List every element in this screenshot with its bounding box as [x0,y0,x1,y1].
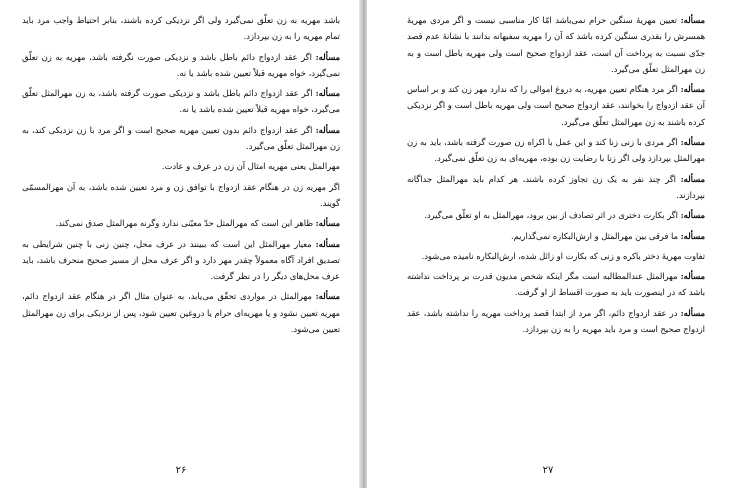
paragraph [22,158,340,174]
issue-label: مسأله: [680,84,706,95]
issue-label: مسأله: [315,238,340,249]
paragraph-text: اگر بکارت دختری در اثر تصادف از بین برود، مهرالمثل به او تعلّق می‌گیرد. [424,210,678,221]
paragraph [407,228,705,244]
paragraph [407,305,705,338]
paragraph [22,49,340,82]
paragraph [407,134,705,167]
paragraph [22,288,340,337]
paragraph-text: اگر عقد ازدواج دائم بدون تعیین مهریه صحیح است و اگر مرد با زن نزدیکی کند، به زن مهرالمثل تعلّق می‌گیرد. [22,124,340,152]
left-page [0,0,362,488]
paragraph-text: مهرالمثل در مواردی تحقّق می‌یابد، به عنوان مثال اگر در هنگام عقد ازدواج دائم، مهریه تعیین نشود و یا مهریه‌ای حرام یا دروغین تعیین شود، پس از نزدیکی برای زن مهرالمثل تعیین می‌شود. [22,291,340,335]
paragraph [22,85,340,118]
right-page [367,0,729,488]
paragraph-text: اگر مهریه زن در هنگام عقد ازدواج با توافق زن و مرد تعیین شده باشد، به آن مهرالمسمّی گویند. [22,181,340,208]
left-page-text [22,12,340,341]
issue-label: مسأله: [680,271,705,282]
paragraph-text: ما فرقی بین مهرالمثل و ارش‌البکاره نمی‌گذاریم. [510,230,678,241]
paragraph [407,171,705,204]
paragraph-text: تفاوت مهریهٔ دختر باکره و زنی که بکارت او زائل شده، ارش‌البکاره نامیده می‌شود. [421,250,705,261]
issue-label: مسأله: [315,51,341,62]
issue-label: مسأله: [315,291,341,302]
issue-label: مسأله: [680,137,706,148]
paragraph-text: اگر چند نفر به یک زن تجاوز کرده باشند، هر کدام باید مهرالمثل جداگانه بپردازند. [407,173,705,200]
paragraph-text: تعیین مهریهٔ سنگین حرام نمی‌باشد امّا کار مناسبی نیست و اگر مردی مهریهٔ همسرش را بقدری سنگین کرده باشد که آن را مهریه سفیهانه بدانند با نشانهٔ عدم قصد جدّی نسبت به پرداخت آن است، عقد ازدواج صحیح است ولی مهریه باطل است و به زن مهرالمثل تعلّق می‌گیرد. [407,15,705,74]
paragraph [407,248,705,264]
paragraph-text: معیار مهرالمثل این است که ببینند در عرف محل، چنین زنی با چنین شرایطی به تصدیق افراد آگاه معمولاً چقدر مهر دارد و اگر عرف محل از مسیر صحیح منحرف باشد، باید عرف محل‌های دیگر را در نظر گرفت. [22,238,340,282]
issue-label: مسأله: [315,124,340,135]
issue-label: مسأله: [315,218,340,229]
paragraph [407,81,705,130]
paragraph [22,122,340,155]
paragraph-text: اگر عقد ازدواج دائم باطل باشد و نزدیکی صورت گرفته باشد، به زن مهرالمثل تعلّق می‌گیرد، خواه مهریه قبلاً تعیین شده باشد یا نه. [22,88,340,115]
paragraph [22,12,340,45]
paragraph [407,207,705,223]
paragraph-text: مهرالمثل یعنی مهریه امثال آن زن در عرف و عادت. [161,161,340,172]
issue-label: مسأله: [680,210,705,221]
paragraph-text: اگر مردی با زنی زنا کند و این عمل با اکراه زن صورت گرفته باشد، باید به زن مهرالمثل بپردازد ولی اگر زنا با رضایت زن بوده، مهریه‌ای به زن تعلّق نمی‌گیرد. [407,137,705,164]
page-number: ۲۶ [175,465,187,476]
issue-label: مسأله: [315,88,341,99]
issue-label: مسأله: [680,307,705,318]
paragraph [407,268,705,301]
paragraph [22,236,340,285]
paragraph [22,215,340,231]
paragraph-text: اگر عقد ازدواج دائم باطل باشد و نزدیکی صورت نگرفته باشد، مهریه به زن تعلّق نمی‌گیرد، خواه مهریه قبلاً تعیین شده باشد یا نه. [22,51,340,78]
issue-label: مسأله: [680,15,706,25]
paragraph-text: اگر مرد هنگام تعیین مهریه، به دروغ اموالی را که ندارد مهر زن کند و بر اساس آن عقد ازدواج را بخوانند، عقد ازدواج صحیح است ولی مهریه باطل است و اگر نزدیکی کرده باشند به زن مهرالمثل تعلّق می‌گیرد. [407,84,705,127]
paragraph [22,179,340,212]
issue-label: مسأله: [680,230,705,241]
paragraph-text: در عقد ازدواج دائم، اگر مرد از ابتدا قصد پرداخت مهریه را نداشته باشد، عقد ازدواج صحیح است و مرد باید مهریه را به زن بپردازد. [407,307,705,335]
paragraph-text: باشد مهریه به زن تعلّق نمی‌گیرد ولی اگر نزدیکی کرده باشند، بنابر احتیاط واجب مرد باید تمام مهریه را به زن بپردازد. [22,15,340,42]
paragraph-text: مهرالمثل عندالمطالبه است مگر اینکه شخص مدیون قدرت بر پرداخت نداشته باشد که در اینصورت باید به صورت اقساط از او گرفت. [407,271,705,298]
right-page-text [407,12,705,341]
paragraph-text: ظاهر این است که مهرالمثل حدّ معیّنی ندارد وگرنه مهرالمثل صدق نمی‌کند. [55,218,313,229]
issue-label: مسأله: [680,173,705,184]
paragraph [407,12,705,77]
page-number: ۲۷ [542,465,554,476]
